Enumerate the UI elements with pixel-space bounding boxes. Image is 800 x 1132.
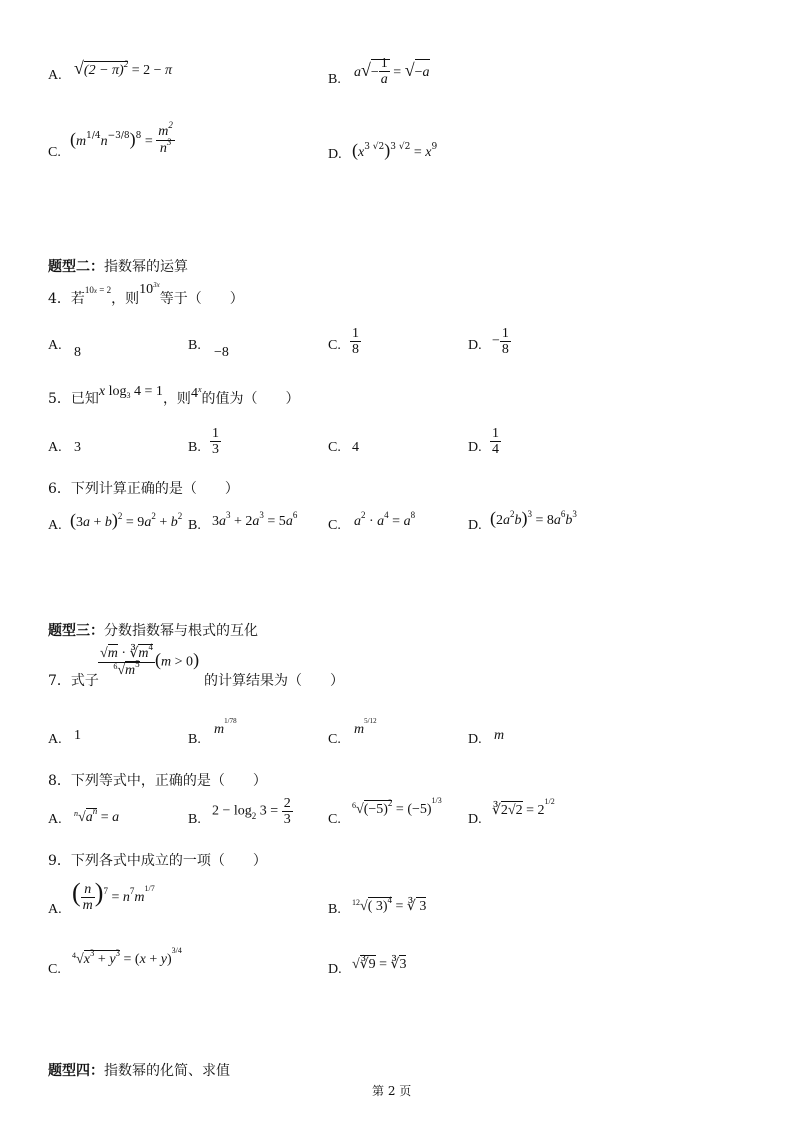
q6-stem: 6．下列计算正确的是（ ） [48, 481, 239, 497]
q7-option-c-value: $m^{5/12}$ [354, 717, 377, 737]
q5-option-c-label: C. [328, 440, 341, 455]
q9-option-d-expr: √∛9 = ∛3 [352, 957, 407, 972]
q8-stem: 8．下列等式中，正确的是（ ） [48, 773, 267, 789]
q4-option-d-label: D. [468, 338, 482, 353]
q5-option-c-value: 4 [352, 440, 359, 455]
option-c-label: C. [48, 145, 61, 160]
q5-option-a-label: A. [48, 440, 62, 455]
page-number: 第 2 页 [372, 1084, 412, 1098]
q8-option-b-label: B. [188, 812, 201, 827]
q7-option-c-label: C. [328, 732, 341, 747]
q4-option-b-value: −8 [214, 345, 229, 360]
q4-option-c-value: $\frac{1}{8}$ [352, 326, 359, 357]
q9-option-a-expr: ( $\frac{n}{m}$ )$^7 = n^7m^{1/7}$ [72, 878, 155, 914]
q6-option-a-expr: $(3a + b)^2 = 9a^2 + b^2$ [70, 510, 183, 530]
q5-option-d-label: D. [468, 440, 482, 455]
q8-option-b-expr: $2 - \log_2 3$ = $\frac{2}{3}$ [212, 796, 291, 827]
q4-option-a-value: 8 [74, 345, 81, 360]
q7-option-d-value: m [494, 728, 505, 743]
option-a-label: A. [48, 68, 62, 83]
q6-option-d-label: D. [468, 518, 482, 533]
option-b-label: B. [328, 72, 341, 87]
q8-option-c-label: C. [328, 812, 341, 827]
q4-stem: 4．若$^{10x = 2}$，则$10^{3x}$等于（ ） [48, 281, 244, 307]
q4-option-c-label: C. [328, 338, 341, 353]
q3-option-c-expr: $(m^{1/4}n^{-3/8})^8$ = $\frac{m^2}{n^3}$ [70, 120, 173, 156]
q9-option-d-label: D. [328, 962, 342, 977]
q9-option-a-label: A. [48, 902, 62, 917]
q3-option-a-expr: $√(2 - \pi)^2 = 2 - \pi$ [74, 58, 173, 78]
q8-option-d-expr: ∛2√2 = $2^{1/2}$ [492, 797, 555, 818]
q6-option-b-label: B. [188, 518, 201, 533]
q8-option-c-expr: $^6√(-5)^2 = (-5)^{1/3}$ [352, 796, 442, 817]
section-3-heading: 题型三：分数指数幂与根式的互化 [48, 623, 258, 639]
q4-option-a-label: A. [48, 338, 62, 353]
q6-option-c-label: C. [328, 518, 341, 533]
q7-stem-end: 的计算结果为（ ） [204, 673, 344, 689]
q5-option-d-value: $\frac{1}{4}$ [492, 426, 499, 457]
section-4-heading: 题型四：指数幂的化简、求值 [48, 1063, 230, 1079]
q7-option-a-label: A. [48, 732, 62, 747]
q5-option-b-value: $\frac{1}{3}$ [212, 426, 219, 457]
q7-option-b-value: $m^{1/78}$ [214, 717, 237, 737]
q6-option-d-expr: $(2a^2b)^3 = 8a^6b^3$ [490, 508, 577, 528]
q5-stem: 5．已知x $\log_3 4 = 1$，则4$^x$的值为（ ） [48, 384, 300, 407]
q7-stem-start: 7．式子 [48, 673, 99, 689]
q9-stem: 9．下列各式中成立的一项（ ） [48, 853, 267, 869]
q6-option-b-expr: $3a^3 + 2a^3 = 5a^6$ [212, 510, 298, 529]
q4-option-d-value: − $\frac{1}{8}$ [492, 326, 509, 357]
q7-option-b-label: B. [188, 732, 201, 747]
q4-option-b-label: B. [188, 338, 201, 353]
q8-option-d-label: D. [468, 812, 482, 827]
q7-option-d-label: D. [468, 732, 482, 747]
q9-option-b-expr: $^{12}$√( 3)$^4$ = ∛ 3 [352, 895, 427, 914]
q3-option-d-expr: $(x^{3 √2})^{3 √2} = x^9$ [352, 140, 438, 160]
q9-option-c-expr: $^4√x^3 + y^3 = (x + y)^{3/4}$ [72, 946, 182, 967]
q9-option-c-label: C. [48, 962, 61, 977]
option-d-label: D. [328, 147, 342, 162]
q6-option-c-expr: $a^2 \cdot a^4 = a^8$ [354, 510, 416, 529]
q6-option-a-label: A. [48, 518, 62, 533]
q7-expression: $\frac{√m \cdot ∛m^4}{^6√m^5}$ (m > 0) [100, 642, 200, 678]
q7-option-a-value: 1 [74, 728, 81, 743]
q3-option-b-expr: a√− $\frac{1}{a}$ = √−a [354, 56, 430, 87]
q9-option-b-label: B. [328, 902, 341, 917]
q5-option-b-label: B. [188, 440, 201, 455]
q5-option-a-value: 3 [74, 440, 81, 455]
section-2-heading: 题型二：指数幂的运算 [48, 259, 188, 275]
q8-option-a-expr: $^n√a^n = a$ [74, 806, 120, 825]
q8-option-a-label: A. [48, 812, 62, 827]
